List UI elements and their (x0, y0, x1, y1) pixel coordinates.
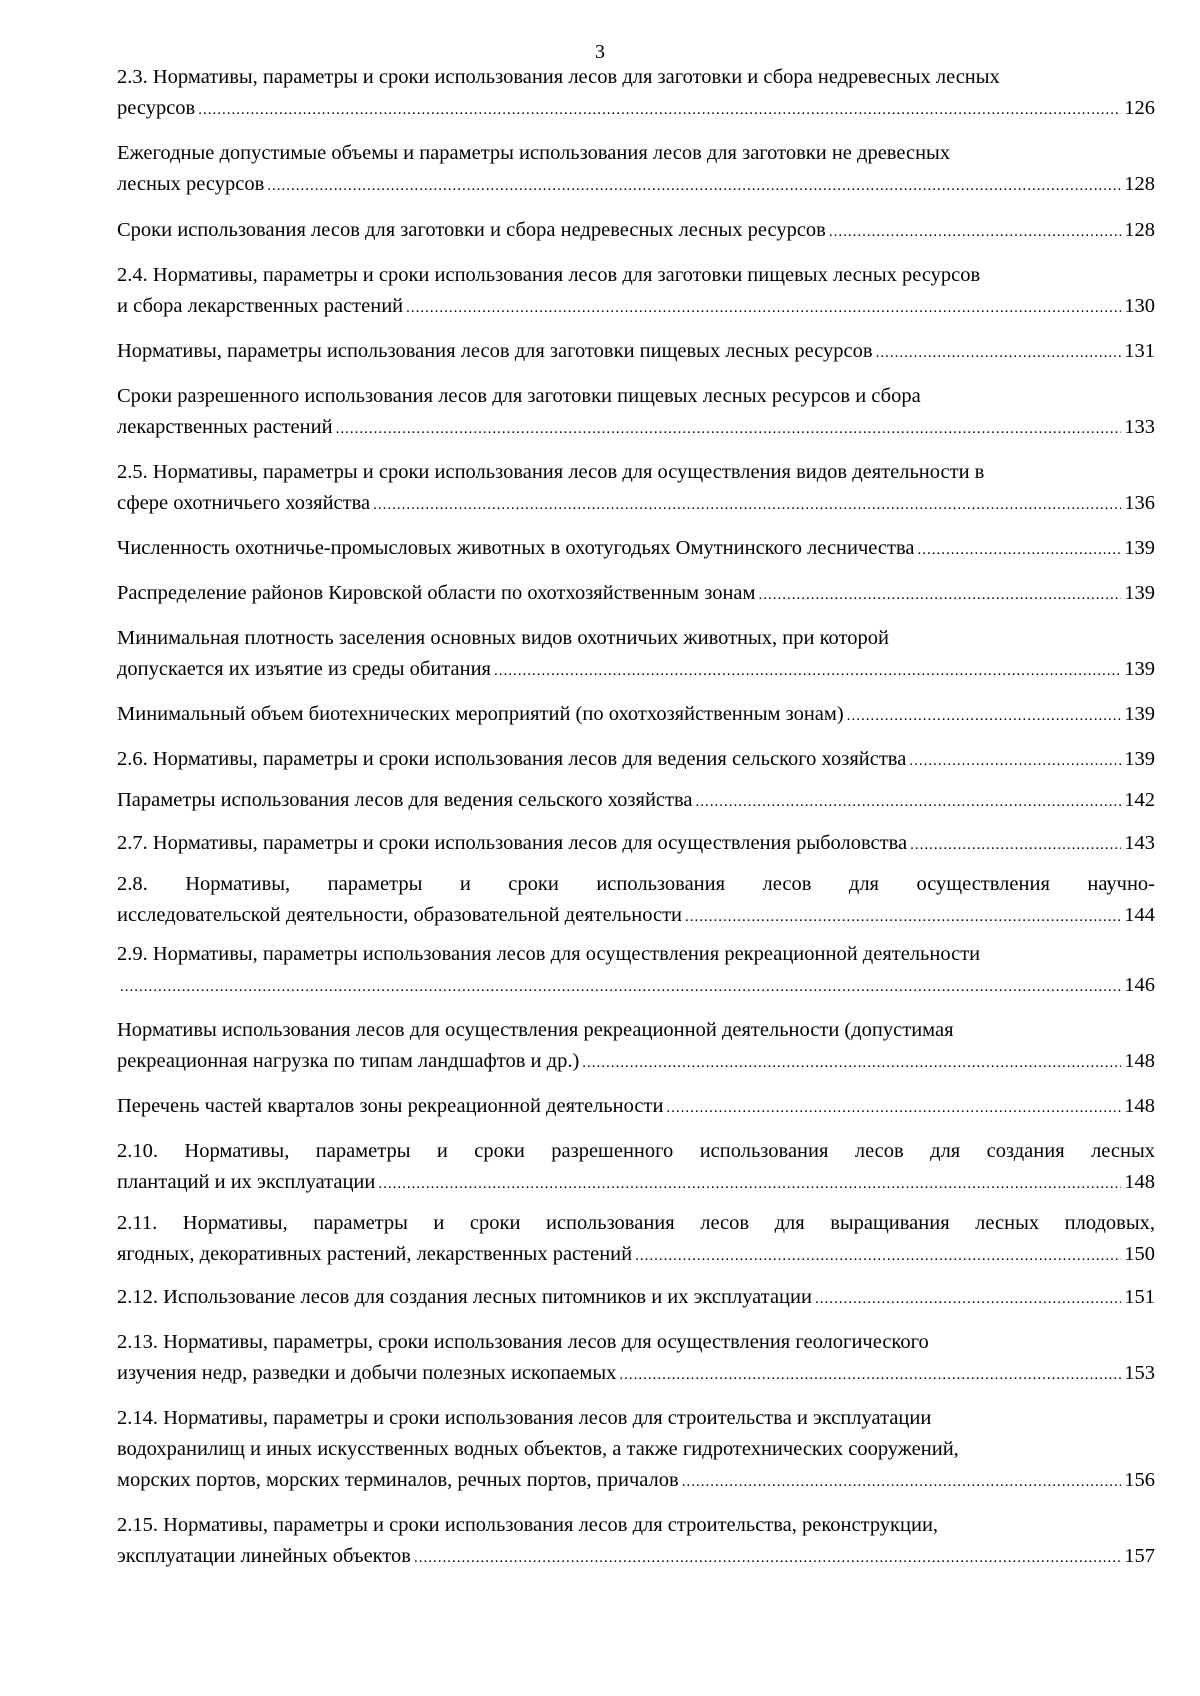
toc-entry-text: лесных ресурсов (117, 173, 265, 195)
toc-entry-text: плантаций и их эксплуатации (117, 1171, 376, 1193)
toc-entry-last-line (117, 1091, 1155, 1124)
toc-page-number: 139 (1124, 537, 1155, 559)
toc-entry (117, 1510, 1155, 1574)
toc-entry-text: рекреационная нагрузка по типам ландшафтов и др.) (117, 1050, 580, 1072)
dot-leader (695, 787, 1121, 818)
toc-page-number: 148 (1124, 1171, 1155, 1193)
toc-entry-last-line (117, 654, 1155, 687)
toc-entry-last-line (117, 1167, 1155, 1200)
toc-entry-line: 2.3. Нормативы, параметры и сроки использования лесов для заготовки и сбора недревесных лесных (117, 66, 1000, 88)
toc-entry-line: 2.5. Нормативы, параметры и сроки использования лесов для осуществления видов деятельности в (117, 461, 985, 483)
toc-entry-last-line (117, 900, 1155, 933)
toc-entry-line: Сроки разрешенного использования лесов для заготовки пищевых лесных ресурсов и сбора (117, 385, 921, 407)
dot-leader (815, 1284, 1121, 1315)
toc-entry (117, 1136, 1155, 1200)
dot-leader (685, 902, 1121, 933)
toc-entry (117, 260, 1155, 324)
toc-entry-text: Сроки использования лесов для заготовки и сбора недревесных лесных ресурсов (117, 219, 826, 241)
toc-entry (117, 1015, 1155, 1079)
toc-entry-text: лекарственных растений (117, 416, 333, 438)
toc-entry (117, 336, 1155, 369)
toc-entry-last-line (117, 93, 1155, 126)
dot-leader (494, 656, 1121, 687)
toc-entry (117, 1208, 1155, 1272)
toc-page-number: 148 (1124, 1095, 1155, 1117)
toc-entry (117, 1403, 1155, 1498)
toc-entry-line: 2.4. Нормативы, параметры и сроки использования лесов для заготовки пищевых лесных ресурсов (117, 264, 981, 286)
toc-entry (117, 578, 1155, 611)
toc-entry (117, 457, 1155, 521)
dot-leader (759, 580, 1122, 611)
toc-entry-text: Распределение районов Кировской области по охотхозяйственным зонам (117, 582, 756, 604)
toc-entry-last-line (117, 1239, 1155, 1272)
toc-page-number: 130 (1124, 295, 1155, 317)
dot-leader (582, 1048, 1121, 1079)
toc-entry (117, 1091, 1155, 1124)
toc-entry (117, 744, 1155, 777)
toc-entry-text: Нормативы, параметры использования лесов для заготовки пищевых лесных ресурсов (117, 340, 873, 362)
toc-entry (117, 785, 1155, 818)
toc-entry-text: Минимальный объем биотехнических мероприятий (по охотхозяйственным зонам) (117, 703, 844, 725)
toc-entry-line: 2.9. Нормативы, параметры использования лесов для осуществления рекреационной деятельности (117, 943, 981, 965)
toc-page-number: 131 (1124, 340, 1155, 362)
dot-leader (336, 414, 1122, 445)
toc-entry-last-line (117, 1465, 1155, 1498)
toc-entry-line: Минимальная плотность заселения основных видов охотничьих животных, при которой (117, 627, 889, 649)
toc-page-number: 157 (1124, 1545, 1155, 1567)
dot-leader (847, 701, 1122, 732)
toc-entry (117, 381, 1155, 445)
toc-entry-line: 2.10. Нормативы, параметры и сроки разрешенного использования лесов для создания лесных (117, 1140, 1155, 1162)
dot-leader (829, 217, 1121, 248)
dot-leader (373, 490, 1121, 521)
toc-entry-last-line (117, 744, 1155, 777)
toc-entry (117, 138, 1155, 202)
toc-entry (117, 939, 1155, 1003)
toc-page-number: 148 (1124, 1050, 1155, 1072)
toc-page-number: 136 (1124, 492, 1155, 514)
toc-entry-line: 2.8. Нормативы, параметры и сроки использования лесов для осуществления научно- (117, 873, 1155, 895)
toc-entry (117, 828, 1155, 861)
toc-entry-last-line (117, 169, 1155, 202)
toc-entry-line: 2.11. Нормативы, параметры и сроки использования лесов для выращивания лесных плодовых, (117, 1212, 1155, 1234)
dot-leader (198, 95, 1121, 126)
toc-entry-text: и сбора лекарственных растений (117, 295, 404, 317)
toc-entry (117, 533, 1155, 566)
toc-entry-line: Ежегодные допустимые объемы и параметры использования лесов для заготовки не древесных (117, 142, 951, 164)
toc-entry-text: Численность охотничье-промысловых животных в охотугодьях Омутнинского лесничества (117, 537, 915, 559)
toc-entry-last-line (117, 699, 1155, 732)
dot-leader (378, 1169, 1121, 1200)
toc-page-number: 143 (1124, 832, 1155, 854)
toc-page-number: 150 (1124, 1243, 1155, 1265)
toc-entry-last-line (117, 488, 1155, 521)
toc-entry-text: Параметры использования лесов для ведения сельского хозяйства (117, 789, 693, 811)
toc-entry-text: Перечень частей кварталов зоны рекреационной деятельности (117, 1095, 664, 1117)
toc-entry-text: 2.12. Использование лесов для создания лесных питомников и их эксплуатации (117, 1286, 812, 1308)
dot-leader (876, 338, 1122, 369)
toc-page-number: 144 (1124, 904, 1155, 926)
toc-page-number: 126 (1124, 97, 1155, 119)
dot-leader (406, 293, 1121, 324)
toc-page-number: 139 (1124, 748, 1155, 770)
toc-entry-text: морских портов, морских терминалов, речных портов, причалов (117, 1469, 679, 1491)
toc-entry-last-line (117, 1541, 1155, 1574)
toc-entry (117, 62, 1155, 126)
toc-page-number: 142 (1124, 789, 1155, 811)
toc-entry-text: 2.7. Нормативы, параметры и сроки использования лесов для осуществления рыболовства (117, 832, 908, 854)
toc-entry-last-line (117, 336, 1155, 369)
toc-page-number: 153 (1124, 1362, 1155, 1384)
toc-page-number: 139 (1124, 703, 1155, 725)
toc-entry-line: 2.15. Нормативы, параметры и сроки использования лесов для строительства, реконструкции, (117, 1514, 939, 1536)
toc-entry-text: допускается их изъятие из среды обитания (117, 658, 491, 680)
toc-entry-text: сфере охотничьего хозяйства (117, 492, 371, 514)
toc-page-number: 128 (1124, 219, 1155, 241)
toc-page-number: 151 (1124, 1286, 1155, 1308)
toc-entry-last-line (117, 1358, 1155, 1391)
toc-entry (117, 699, 1155, 732)
toc-entry-last-line (117, 291, 1155, 324)
page-number: 3 (595, 41, 605, 63)
dot-leader (619, 1360, 1121, 1391)
dot-leader (666, 1093, 1121, 1124)
toc-entry (117, 215, 1155, 248)
dot-leader (682, 1467, 1122, 1498)
toc-entry-text: изучения недр, разведки и добычи полезных ископаемых (117, 1362, 617, 1384)
toc-entry-text: ресурсов (117, 97, 196, 119)
dot-leader (917, 535, 1121, 566)
toc-entry-last-line (117, 828, 1155, 861)
toc-page-number: 139 (1124, 582, 1155, 604)
toc-entry-text: исследовательской деятельности, образовательной деятельности (117, 904, 683, 926)
toc-entry-last-line (117, 1046, 1155, 1079)
dot-leader (120, 972, 1121, 1003)
toc-entry (117, 1327, 1155, 1391)
toc-entry-text: ягодных, декоративных растений, лекарственных растений (117, 1243, 633, 1265)
toc-entry-last-line (117, 412, 1155, 445)
toc-entry-last-line (117, 533, 1155, 566)
toc-entry (117, 869, 1155, 933)
dot-leader (909, 746, 1121, 777)
toc-page-number: 156 (1124, 1469, 1155, 1491)
toc-page-number: 139 (1124, 658, 1155, 680)
toc-entry-last-line (117, 970, 1155, 1003)
dot-leader (414, 1543, 1121, 1574)
table-of-contents (117, 62, 1155, 1574)
dot-leader (267, 171, 1121, 202)
toc-page-number: 128 (1124, 173, 1155, 195)
toc-entry-line: 2.13. Нормативы, параметры, сроки использования лесов для осуществления геологического (117, 1331, 929, 1353)
toc-entry-line: Нормативы использования лесов для осуществления рекреационной деятельности (допустимая (117, 1019, 954, 1041)
toc-entry-last-line (117, 1282, 1155, 1315)
toc-entry (117, 623, 1155, 687)
dot-leader (910, 830, 1121, 861)
toc-entry-text: эксплуатации линейных объектов (117, 1545, 411, 1567)
dot-leader (635, 1241, 1121, 1272)
toc-page-number: 146 (1124, 974, 1155, 996)
toc-entry (117, 1282, 1155, 1315)
toc-entry-last-line (117, 785, 1155, 818)
toc-entry-line: 2.14. Нормативы, параметры и сроки использования лесов для строительства и эксплуатации (117, 1407, 932, 1429)
toc-entry-last-line (117, 215, 1155, 248)
toc-entry-text: 2.6. Нормативы, параметры и сроки использования лесов для ведения сельского хозяйства (117, 748, 907, 770)
toc-page-number: 133 (1124, 416, 1155, 438)
toc-entry-last-line (117, 578, 1155, 611)
toc-entry-line: водохранилищ и иных искусственных водных объектов, а также гидротехнических сооружений, (117, 1438, 959, 1460)
